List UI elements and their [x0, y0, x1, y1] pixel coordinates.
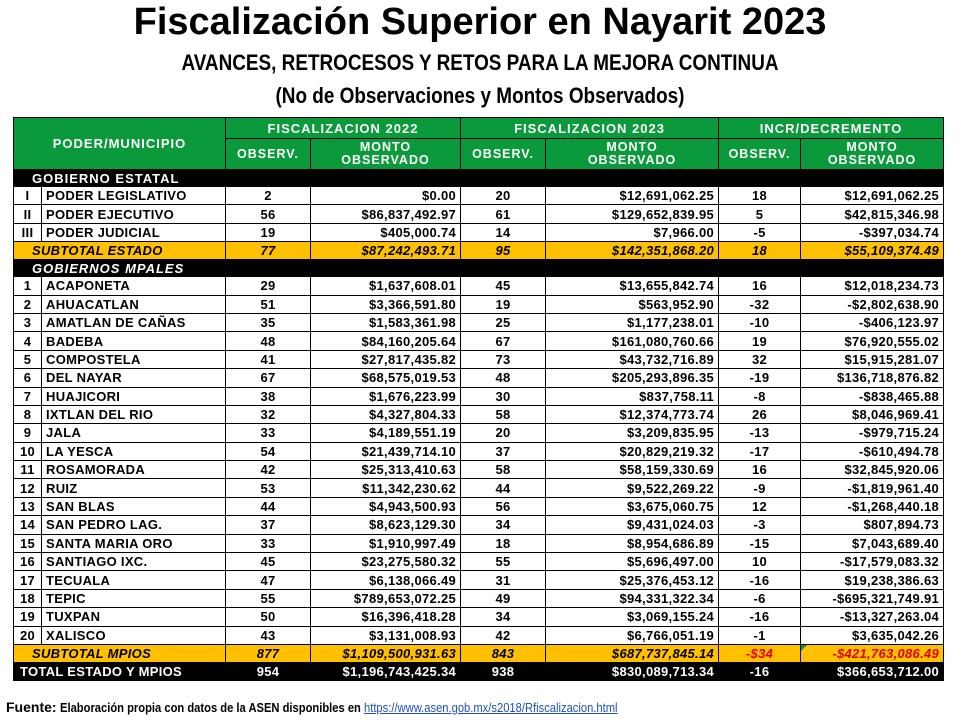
- monto-2023: $8,954,686.89: [546, 534, 719, 552]
- observ-2022: 47: [226, 571, 311, 589]
- observ-change: -8: [719, 387, 801, 405]
- monto-2023: $161,080,760.66: [546, 332, 719, 350]
- observ-2022: 2: [226, 187, 311, 205]
- monto-change: -$421,763,086.49: [801, 644, 944, 662]
- row-index: 1: [14, 277, 42, 295]
- observ-2022: 54: [226, 442, 311, 460]
- observ-change: 18: [719, 242, 801, 260]
- observ-2022: 48: [226, 332, 311, 350]
- section-gobierno-estatal: GOBIERNO ESTATAL: [14, 170, 944, 187]
- monto-change: $12,691,062.25: [801, 187, 944, 205]
- row-index: 12: [14, 479, 42, 497]
- row-name: ACAPONETA: [42, 277, 226, 295]
- observ-change: -3: [719, 516, 801, 534]
- source-link[interactable]: https://www.asen.gob.mx/s2018/Rfiscalizacion.html: [364, 700, 618, 715]
- monto-2023: $687,737,845.14: [546, 644, 719, 662]
- row-name: XALISCO: [42, 626, 226, 644]
- observ-change: -10: [719, 313, 801, 331]
- row-name: SANTIAGO IXC.: [42, 553, 226, 571]
- row-name: PODER JUDICIAL: [42, 223, 226, 241]
- observ-2022: 954: [226, 662, 311, 680]
- observ-2023: 58: [461, 461, 546, 479]
- row-index: 4: [14, 332, 42, 350]
- observ-change: -9: [719, 479, 801, 497]
- header-fiscalizacion-2023: FISCALIZACION 2023: [461, 118, 719, 139]
- table-row: [14, 313, 944, 331]
- monto-2022: $1,676,223.99: [311, 387, 461, 405]
- row-name: RUIZ: [42, 479, 226, 497]
- row-name: JALA: [42, 424, 226, 442]
- monto-change: $15,915,281.07: [801, 350, 944, 368]
- observ-2023: 55: [461, 553, 546, 571]
- monto-2023: $94,331,322.34: [546, 589, 719, 607]
- row-name: PODER LEGISLATIVO: [42, 187, 226, 205]
- subtotal-mpios-row: [14, 644, 944, 662]
- observ-2022: 877: [226, 644, 311, 662]
- monto-2023: $7,966.00: [546, 223, 719, 241]
- observ-2022: 43: [226, 626, 311, 644]
- row-index: I: [14, 187, 42, 205]
- row-index: 13: [14, 497, 42, 515]
- observ-2023: 67: [461, 332, 546, 350]
- monto-change: -$397,034.74: [801, 223, 944, 241]
- monto-2022: $16,396,418.28: [311, 608, 461, 626]
- row-index: 15: [14, 534, 42, 552]
- table-row: [14, 553, 944, 571]
- monto-change: -$610,494.78: [801, 442, 944, 460]
- monto-change: $12,018,234.73: [801, 277, 944, 295]
- monto-change: $366,653,712.00: [801, 662, 944, 680]
- header-poder-municipio: PODER/MUNICIPIO: [14, 118, 226, 170]
- row-index: 17: [14, 571, 42, 589]
- monto-2023: $12,691,062.25: [546, 187, 719, 205]
- monto-2022: $3,131,008.93: [311, 626, 461, 644]
- row-index: 3: [14, 313, 42, 331]
- monto-2023: $5,696,497.00: [546, 553, 719, 571]
- observ-2022: 19: [226, 223, 311, 241]
- monto-2022: $4,189,551.19: [311, 424, 461, 442]
- observ-2022: 38: [226, 387, 311, 405]
- monto-change: $76,920,555.02: [801, 332, 944, 350]
- source-label: Fuente:: [6, 699, 57, 715]
- monto-2023: $837,758.11: [546, 387, 719, 405]
- monto-2023: $1,177,238.01: [546, 313, 719, 331]
- source-description: Elaboración propia con datos de la ASEN disponibles en: [60, 700, 362, 715]
- observ-2023: 14: [461, 223, 546, 241]
- row-index: 10: [14, 442, 42, 460]
- monto-2022: $84,160,205.64: [311, 332, 461, 350]
- header-fiscalizacion-2022: FISCALIZACION 2022: [226, 118, 461, 139]
- section-gobiernos-mpales: GOBIERNOS MPALES: [14, 260, 944, 277]
- observ-change: 16: [719, 461, 801, 479]
- observ-2022: 56: [226, 205, 311, 223]
- observ-2023: 95: [461, 242, 546, 260]
- observ-2023: 18: [461, 534, 546, 552]
- row-index: 8: [14, 405, 42, 423]
- observ-2023: 34: [461, 608, 546, 626]
- monto-change: -$838,465.88: [801, 387, 944, 405]
- monto-change: $55,109,374.49: [801, 242, 944, 260]
- observ-change: -19: [719, 369, 801, 387]
- subtotal-estado-row-label: SUBTOTAL ESTADO: [14, 242, 226, 260]
- row-name: AMATLAN DE CAÑAS: [42, 313, 226, 331]
- monto-2023: $6,766,051.19: [546, 626, 719, 644]
- row-name: LA YESCA: [42, 442, 226, 460]
- observ-2023: 31: [461, 571, 546, 589]
- observ-2023: 19: [461, 295, 546, 313]
- table-row: [14, 442, 944, 460]
- table-row: [14, 534, 944, 552]
- monto-2022: $86,837,492.97: [311, 205, 461, 223]
- observ-2022: 42: [226, 461, 311, 479]
- monto-2023: $830,089,713.34: [546, 662, 719, 680]
- row-name: SAN BLAS: [42, 497, 226, 515]
- monto-2022: $1,196,743,425.34: [311, 662, 461, 680]
- row-name: HUAJICORI: [42, 387, 226, 405]
- monto-2023: $12,374,773.74: [546, 405, 719, 423]
- observ-change: -$34: [719, 644, 801, 662]
- observ-2023: 25: [461, 313, 546, 331]
- monto-2022: $11,342,230.62: [311, 479, 461, 497]
- observ-change: 26: [719, 405, 801, 423]
- monto-change: $3,635,042.26: [801, 626, 944, 644]
- page-subtitle-note: (No de Observaciones y Montos Observados): [275, 83, 685, 108]
- monto-2022: $3,366,591.80: [311, 295, 461, 313]
- row-name: ROSAMORADA: [42, 461, 226, 479]
- observ-2022: 33: [226, 424, 311, 442]
- monto-2023: $3,209,835.95: [546, 424, 719, 442]
- monto-2023: $9,431,024.03: [546, 516, 719, 534]
- observ-2023: 37: [461, 442, 546, 460]
- monto-2022: $8,623,129.30: [311, 516, 461, 534]
- monto-change: -$695,321,749.91: [801, 589, 944, 607]
- row-name: COMPOSTELA: [42, 350, 226, 368]
- row-name: AHUACATLAN: [42, 295, 226, 313]
- observ-2023: 938: [461, 662, 546, 680]
- monto-2023: $3,069,155.24: [546, 608, 719, 626]
- table-row: [14, 332, 944, 350]
- row-name: BADEBA: [42, 332, 226, 350]
- observ-2022: 50: [226, 608, 311, 626]
- row-name: TUXPAN: [42, 608, 226, 626]
- observ-2022: 45: [226, 553, 311, 571]
- row-index: 9: [14, 424, 42, 442]
- row-name: PODER EJECUTIVO: [42, 205, 226, 223]
- observ-2023: 843: [461, 644, 546, 662]
- row-index: 6: [14, 369, 42, 387]
- table-row: [14, 387, 944, 405]
- monto-change: -$979,715.24: [801, 424, 944, 442]
- monto-2022: $87,242,493.71: [311, 242, 461, 260]
- observ-change: 5: [719, 205, 801, 223]
- observ-change: -5: [719, 223, 801, 241]
- monto-change: $42,815,346.98: [801, 205, 944, 223]
- row-name: SANTA MARIA ORO: [42, 534, 226, 552]
- monto-2022: $1,910,997.49: [311, 534, 461, 552]
- table-row: [14, 424, 944, 442]
- table-row: [14, 479, 944, 497]
- row-index: 14: [14, 516, 42, 534]
- source-note: [6, 699, 708, 715]
- observ-change: -1: [719, 626, 801, 644]
- header-monto-incr: MONTO OBSERVADO: [801, 139, 944, 170]
- header-observ-2023: OBSERV.: [461, 139, 546, 170]
- monto-2023: $563,952.90: [546, 295, 719, 313]
- observ-change: 10: [719, 553, 801, 571]
- observ-change: -13: [719, 424, 801, 442]
- monto-change: -$1,819,961.40: [801, 479, 944, 497]
- monto-2022: $21,439,714.10: [311, 442, 461, 460]
- observ-2022: 41: [226, 350, 311, 368]
- observ-2023: 48: [461, 369, 546, 387]
- table-row: [14, 516, 944, 534]
- monto-change: $7,043,689.40: [801, 534, 944, 552]
- row-index: 7: [14, 387, 42, 405]
- table-row: [14, 223, 944, 241]
- observ-2022: 32: [226, 405, 311, 423]
- monto-2022: $68,575,019.53: [311, 369, 461, 387]
- monto-2023: $58,159,330.69: [546, 461, 719, 479]
- table-row: [14, 187, 944, 205]
- observ-2023: 30: [461, 387, 546, 405]
- observ-2023: 45: [461, 277, 546, 295]
- observ-2022: 51: [226, 295, 311, 313]
- monto-2022: $4,327,804.33: [311, 405, 461, 423]
- page-title: Fiscalización Superior en Nayarit 2023: [133, 1, 827, 43]
- total-row-label: TOTAL ESTADO Y MPIOS: [14, 662, 226, 680]
- monto-2022: $1,583,361.98: [311, 313, 461, 331]
- observ-change: 18: [719, 187, 801, 205]
- row-index: 20: [14, 626, 42, 644]
- monto-2022: $25,313,410.63: [311, 461, 461, 479]
- observ-2022: 29: [226, 277, 311, 295]
- row-name: TEPIC: [42, 589, 226, 607]
- header-monto-2023: MONTO OBSERVADO: [546, 139, 719, 170]
- table-row: [14, 497, 944, 515]
- observ-2022: 67: [226, 369, 311, 387]
- table-row: [14, 626, 944, 644]
- monto-2023: $9,522,269.22: [546, 479, 719, 497]
- monto-change: $19,238,386.63: [801, 571, 944, 589]
- observ-2022: 55: [226, 589, 311, 607]
- observ-2023: 49: [461, 589, 546, 607]
- monto-2022: $6,138,066.49: [311, 571, 461, 589]
- source-text: [60, 700, 618, 715]
- observ-2022: 44: [226, 497, 311, 515]
- observ-2022: 53: [226, 479, 311, 497]
- monto-2023: $142,351,868.20: [546, 242, 719, 260]
- observ-2022: 35: [226, 313, 311, 331]
- observ-change: -16: [719, 571, 801, 589]
- monto-2022: $0.00: [311, 187, 461, 205]
- observ-change: -32: [719, 295, 801, 313]
- observ-change: 32: [719, 350, 801, 368]
- row-name: IXTLAN DEL RIO: [42, 405, 226, 423]
- row-name: SAN PEDRO LAG.: [42, 516, 226, 534]
- table-row: [14, 461, 944, 479]
- header-row-top: [14, 118, 944, 139]
- observ-change: -17: [719, 442, 801, 460]
- observ-2023: 73: [461, 350, 546, 368]
- monto-change: -$1,268,440.18: [801, 497, 944, 515]
- observ-change: -16: [719, 662, 801, 680]
- monto-change: $32,845,920.06: [801, 461, 944, 479]
- table-row: [14, 350, 944, 368]
- observ-2022: 33: [226, 534, 311, 552]
- observ-change: 16: [719, 277, 801, 295]
- observ-change: -15: [719, 534, 801, 552]
- table-row: [14, 571, 944, 589]
- monto-2023: $205,293,896.35: [546, 369, 719, 387]
- row-name: TECUALA: [42, 571, 226, 589]
- observ-2023: 44: [461, 479, 546, 497]
- observ-change: -6: [719, 589, 801, 607]
- table-row: [14, 589, 944, 607]
- row-index: 19: [14, 608, 42, 626]
- table-row: [14, 369, 944, 387]
- monto-2022: $4,943,500.93: [311, 497, 461, 515]
- row-name: DEL NAYAR: [42, 369, 226, 387]
- row-index: II: [14, 205, 42, 223]
- table-body: [14, 170, 944, 681]
- table-row: [14, 205, 944, 223]
- table-row: [14, 295, 944, 313]
- row-index: 5: [14, 350, 42, 368]
- observ-2023: 42: [461, 626, 546, 644]
- monto-2023: $13,655,842.74: [546, 277, 719, 295]
- observ-change: -16: [719, 608, 801, 626]
- observ-change: 19: [719, 332, 801, 350]
- table-row: [14, 608, 944, 626]
- monto-2022: $27,817,435.82: [311, 350, 461, 368]
- observ-2023: 20: [461, 424, 546, 442]
- row-index: III: [14, 223, 42, 241]
- monto-change: -$13,327,263.04: [801, 608, 944, 626]
- section-gobierno-estatal-row: [14, 170, 944, 187]
- monto-2022: $1,109,500,931.63: [311, 644, 461, 662]
- page-subtitle: AVANCES, RETROCESOS Y RETOS PARA LA MEJORA CONTINUA: [181, 50, 779, 75]
- observ-2023: 20: [461, 187, 546, 205]
- monto-2022: $405,000.74: [311, 223, 461, 241]
- subtotal-mpios-row-label: SUBTOTAL MPIOS: [14, 644, 226, 662]
- monto-change: $807,894.73: [801, 516, 944, 534]
- monto-2022: $789,653,072.25: [311, 589, 461, 607]
- observ-2023: 61: [461, 205, 546, 223]
- header-monto-2022: MONTO OBSERVADO: [311, 139, 461, 170]
- monto-change: -$406,123.97: [801, 313, 944, 331]
- row-index: 16: [14, 553, 42, 571]
- row-index: 11: [14, 461, 42, 479]
- observ-change: 12: [719, 497, 801, 515]
- fiscalization-table: [13, 117, 944, 681]
- monto-2023: $3,675,060.75: [546, 497, 719, 515]
- observ-2023: 58: [461, 405, 546, 423]
- observ-2022: 37: [226, 516, 311, 534]
- monto-2023: $20,829,219.32: [546, 442, 719, 460]
- monto-change: $136,718,876.82: [801, 369, 944, 387]
- observ-2023: 56: [461, 497, 546, 515]
- table-row: [14, 277, 944, 295]
- monto-2023: $43,732,716.89: [546, 350, 719, 368]
- observ-2022: 77: [226, 242, 311, 260]
- monto-change: $8,046,969.41: [801, 405, 944, 423]
- table-row: [14, 405, 944, 423]
- subtotal-estado-row: [14, 242, 944, 260]
- monto-2022: $1,637,608.01: [311, 277, 461, 295]
- header-observ-2022: OBSERV.: [226, 139, 311, 170]
- row-index: 2: [14, 295, 42, 313]
- monto-2023: $129,652,839.95: [546, 205, 719, 223]
- observ-2023: 34: [461, 516, 546, 534]
- row-index: 18: [14, 589, 42, 607]
- total-row: [14, 662, 944, 680]
- section-gobiernos-mpales-row: [14, 260, 944, 277]
- monto-2023: $25,376,453.12: [546, 571, 719, 589]
- monto-change: -$17,579,083.32: [801, 553, 944, 571]
- header-observ-incr: OBSERV.: [719, 139, 801, 170]
- monto-change: -$2,802,638.90: [801, 295, 944, 313]
- header-incr-decremento: INCR/DECREMENTO: [719, 118, 944, 139]
- monto-2022: $23,275,580.32: [311, 553, 461, 571]
